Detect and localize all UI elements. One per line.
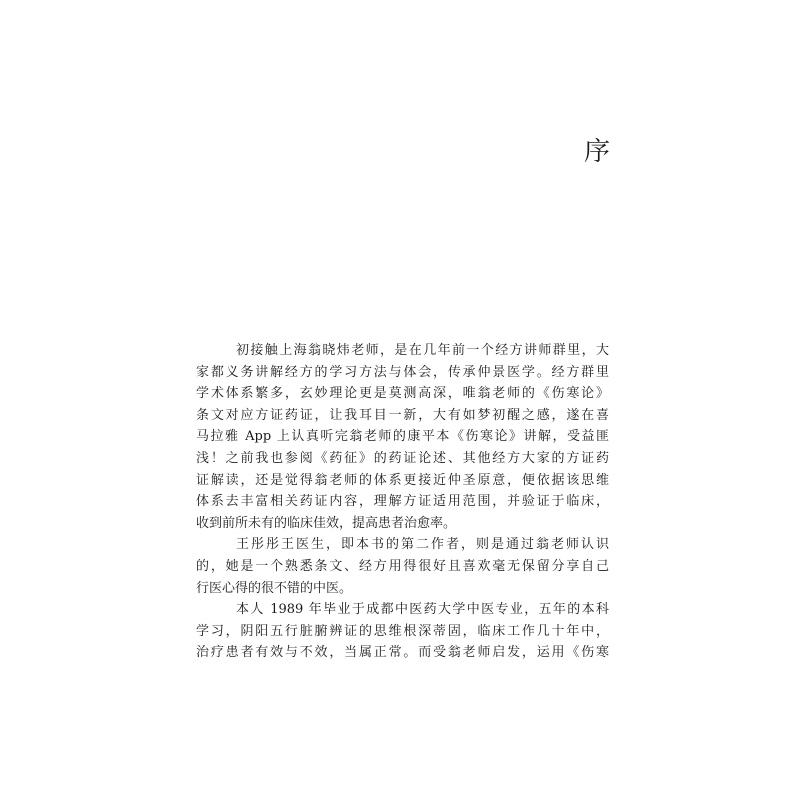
paragraph-2-line-3: 行医心得的很不错的中医。 [196, 580, 353, 596]
paragraph-1-line-9: 收到前所未有的临床佳效，提高患者治愈率。 [196, 515, 457, 531]
paragraph-3-line-1: 本人 1989 年毕业于成都中医药大学中医专业，五年的本科 [236, 602, 609, 618]
paragraph-3-line-3: 治疗患者有效与不效，当属正常。而受翁老师启发，运用《伤寒 [196, 645, 609, 661]
paragraph-2-line-2: 的，她是一个熟悉条文、经方用得很好且喜欢毫无保留分享自己 [196, 558, 609, 574]
paragraph-1-line-4: 条文对应方证药证，让我耳目一新，大有如梦初醒之感，遂在喜 [196, 407, 609, 423]
paragraph-1-line-6: 浅！之前我也参阅《药征》的药证论述、其他经方大家的方证药 [196, 450, 609, 466]
paragraph-1-line-7: 证解读，还是觉得翁老师的体系更接近仲圣原意，便依据该思维 [196, 472, 609, 488]
paragraph-1-line-3: 学术体系繁多，玄妙理论更是莫测高深，唯翁老师的《伤寒论》 [196, 386, 609, 402]
preface-title: 序 [584, 137, 611, 167]
paragraph-1-line-1: 初接触上海翁晓炜老师，是在几年前一个经方讲师群里，大 [236, 343, 609, 358]
paragraph-1-line-8: 体系去丰富相关药证内容，理解方证适用范围，并验证于临床， [196, 494, 609, 510]
paragraph-1-line-2: 家都义务讲解经方的学习方法与体会，传承仲景医学。经方群里 [196, 364, 609, 380]
paragraph-2-line-1: 王彤彤王医生，即本书的第二作者，则是通过翁老师认识 [236, 537, 609, 553]
preface-body [196, 340, 609, 664]
paragraph-3-line-2: 学习，阴阳五行脏腑辨证的思维根深蒂固，临床工作几十年中， [196, 623, 609, 639]
paragraph-1-line-5: 马拉雅 App 上认真听完翁老师的康平本《伤寒论》讲解，受益匪 [196, 429, 609, 445]
